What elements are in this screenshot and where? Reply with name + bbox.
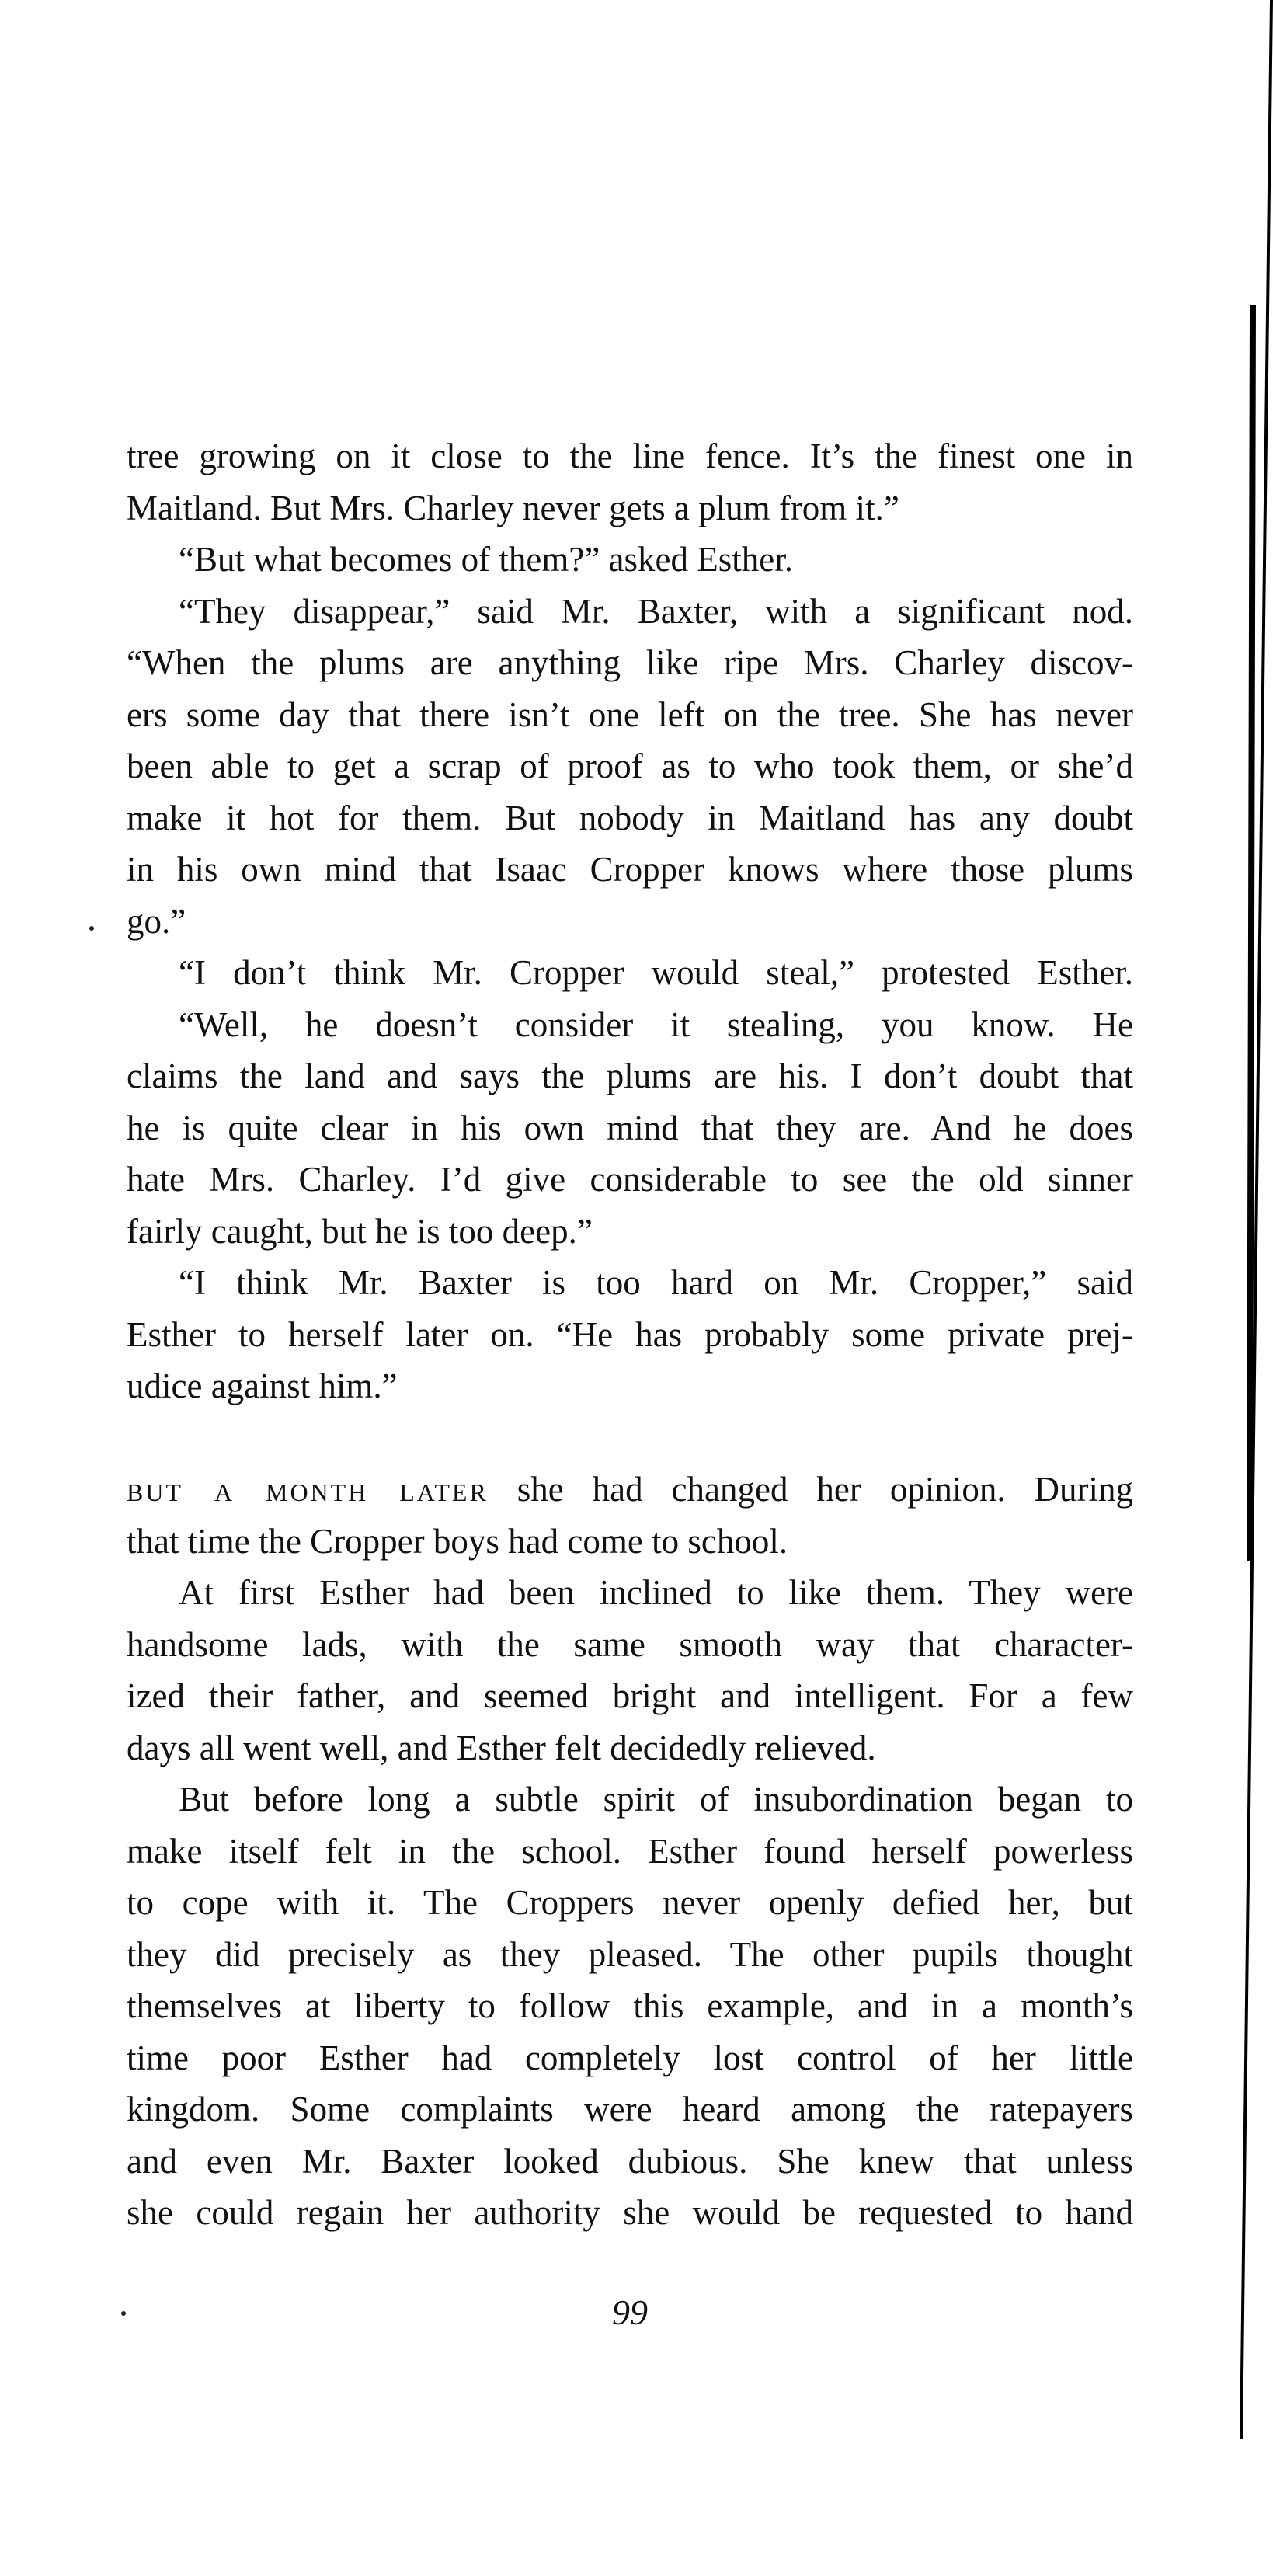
text-line: days all went well, and Esther felt decidedly relieved. [127, 1728, 876, 1767]
text-line: make itself felt in the school. Esther found herself powerless [127, 1831, 1133, 1871]
text-line: they did precisely as they pleased. The other pupils thought [127, 1934, 1133, 1974]
line-text: she had changed her opinion. During [517, 1470, 1133, 1509]
text-line: ized their father, and seemed bright and intelligent. For a few [127, 1676, 1133, 1715]
scan-speck [89, 926, 94, 931]
text-line: make it hot for them. But nobody in Maitland has any doubt [127, 798, 1133, 837]
text-line: he is quite clear in his own mind that they are. And he does [127, 1108, 1133, 1147]
text-line: ers some day that there isn’t one left on the tree. She has never [127, 694, 1133, 734]
text-line: “I don’t think Mr. Cropper would steal,” protested Esther. [179, 953, 1133, 992]
text-line [127, 1464, 1133, 1516]
text-line: “When the plums are anything like ripe Mrs. Charley discov- [127, 643, 1133, 682]
text-line: she could regain her authority she would be requested to hand [127, 2193, 1133, 2232]
text-line: Maitland. But Mrs. Charley never gets a plum from it.” [127, 488, 899, 527]
text-line: Esther to herself later on. “He has probably some private prej- [127, 1314, 1133, 1354]
text-line: hate Mrs. Charley. I’d give considerable to see the old sinner [127, 1160, 1133, 1199]
section-lead-smallcaps: but a month later [127, 1470, 489, 1509]
text-line: But before long a subtle spirit of insubordination began to [179, 1780, 1133, 1819]
page-number: 99 [612, 2292, 648, 2332]
text-line: “They disappear,” said Mr. Baxter, with a significant nod. [179, 591, 1133, 631]
text-line: themselves at liberty to follow this example, and in a month’s [127, 1986, 1133, 2025]
text-line: “Well, he doesn’t consider it stealing, you know. He [179, 1004, 1133, 1044]
text-line: tree growing on it close to the line fence. It’s the finest one in [127, 437, 1133, 475]
text-block-2 [127, 1464, 1133, 2239]
text-line: udice against him.” [127, 1366, 398, 1405]
text-line: and even Mr. Baxter looked dubious. She knew that unless [127, 2141, 1133, 2181]
text-line: “I think Mr. Baxter is too hard on Mr. Cropper,” said [179, 1263, 1133, 1302]
text-line: handsome lads, with the same smooth way that character- [127, 1624, 1133, 1664]
scan-speck [121, 2311, 126, 2316]
text-line: in his own mind that Isaac Cropper knows where those plums [127, 850, 1133, 889]
text-line: “But what becomes of them?” asked Esther. [179, 540, 793, 579]
page-edge-line [1241, 0, 1271, 2439]
gutter-line [1250, 305, 1253, 1561]
text-line: time poor Esther had completely lost control of her little [127, 2038, 1133, 2077]
text-line: go.” [127, 901, 186, 941]
text-line: At first Esther had been inclined to like them. They were [179, 1573, 1133, 1612]
text-line: claims the land and says the plums are his. I don’t doubt that [127, 1057, 1133, 1095]
text-line: been able to get a scrap of proof as to who took them, or she’d [127, 747, 1133, 785]
text-block-1 [127, 430, 1133, 1412]
text-line: to cope with it. The Croppers never openly defied her, but [127, 1883, 1133, 1922]
text-line: kingdom. Some complaints were heard among the ratepayers [127, 2090, 1133, 2129]
text-line: that time the Cropper boys had come to school. [127, 1521, 788, 1561]
text-line: fairly caught, but he is too deep.” [127, 1211, 593, 1251]
